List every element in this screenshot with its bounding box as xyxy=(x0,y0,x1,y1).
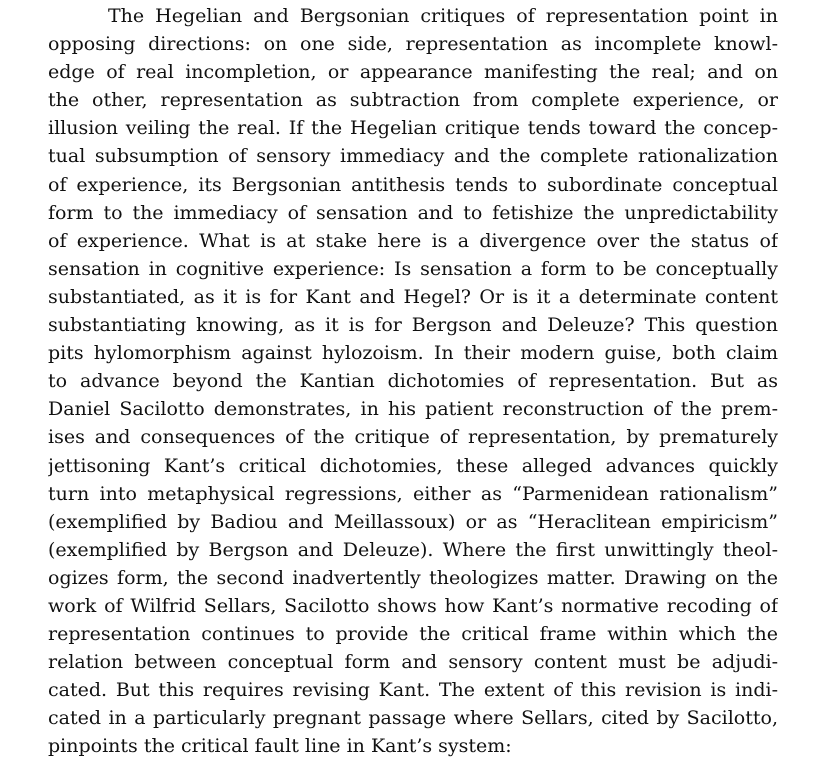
paragraph-line: relation between conceptual form and sensory content must be adjudi- xyxy=(48,651,778,674)
body-paragraph xyxy=(48,2,778,761)
paragraph-line: work of Wilfrid Sellars, Sacilotto shows how Kant’s normative recoding of xyxy=(48,594,778,617)
paragraph-line: opposing directions: on one side, representation as incomplete knowl- xyxy=(48,33,778,56)
paragraph-line: substantiated, as it is for Kant and Hegel? Or is it a determinate content xyxy=(48,285,778,308)
paragraph-line: jettisoning Kant’s critical dichotomies, these alleged advances quickly xyxy=(48,454,778,477)
paragraph-line: cated. But this requires revising Kant. The extent of this revision is indi- xyxy=(48,679,778,702)
paragraph-line: to advance beyond the Kantian dichotomies of representation. But as xyxy=(48,370,778,393)
paragraph-line: illusion veiling the real. If the Hegelian critique tends toward the concep- xyxy=(48,117,778,140)
paragraph-line: the other, representation as subtraction from complete experience, or xyxy=(48,89,778,112)
paragraph-line: edge of real incompletion, or appearance manifesting the real; and on xyxy=(48,61,778,84)
document-page xyxy=(48,0,778,776)
paragraph-line: Daniel Sacilotto demonstrates, in his patient reconstruction of the prem- xyxy=(48,398,778,421)
paragraph-line: pits hylomorphism against hylozoism. In their modern guise, both claim xyxy=(48,342,778,365)
paragraph-line: (exemplified by Bergson and Deleuze). Where the first unwittingly theol- xyxy=(48,538,778,561)
paragraph-line: (exemplified by Badiou and Meillassoux) or as “Heraclitean empiricism” xyxy=(48,510,778,533)
paragraph-line: of experience, its Bergsonian antithesis tends to subordinate conceptual xyxy=(48,173,778,196)
paragraph-line: sensation in cognitive experience: Is sensation a form to be conceptually xyxy=(48,257,778,280)
paragraph-line: of experience. What is at stake here is a divergence over the status of xyxy=(48,229,778,252)
paragraph-line: ises and consequences of the critique of representation, by prematurely xyxy=(48,426,778,449)
paragraph-line: representation continues to provide the critical frame within which the xyxy=(48,623,778,646)
paragraph-line: substantiating knowing, as it is for Bergson and Deleuze? This question xyxy=(48,314,778,337)
paragraph-line: The Hegelian and Bergsonian critiques of representation point in xyxy=(108,5,778,27)
paragraph-line: form to the immediacy of sensation and to fetishize the unpredictability xyxy=(48,201,778,224)
paragraph-line: tual subsumption of sensory immediacy and the complete rationalization xyxy=(48,145,778,168)
paragraph-line: turn into metaphysical regressions, either as “Parmenidean rationalism” xyxy=(48,482,778,505)
paragraph-line: pinpoints the critical fault line in Kant’s system: xyxy=(48,735,512,758)
paragraph-line: ogizes form, the second inadvertently theologizes matter. Drawing on the xyxy=(48,566,778,589)
paragraph-line: cated in a particularly pregnant passage where Sellars, cited by Sacilotto, xyxy=(48,707,778,730)
